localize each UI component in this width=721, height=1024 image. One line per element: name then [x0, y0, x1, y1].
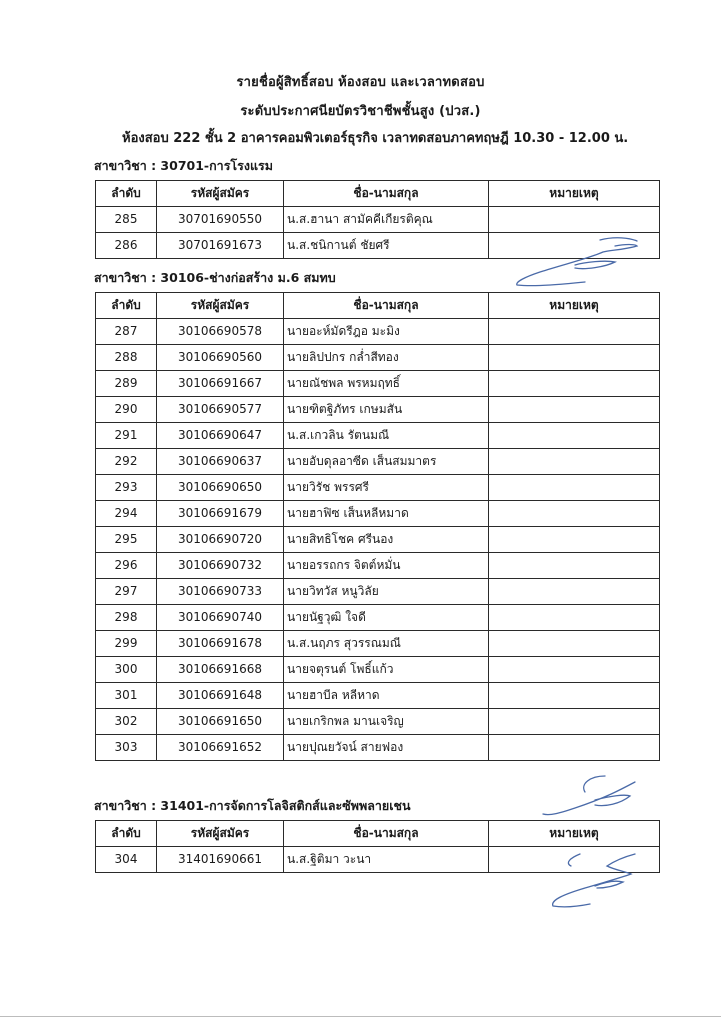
row-note — [489, 449, 660, 475]
document-title: รายชื่อผู้สิทธิ์สอบ ห้องสอบ และเวลาทดสอบ — [236, 75, 485, 90]
row-note — [489, 735, 660, 761]
column-header-no: ลำดับ — [96, 293, 157, 319]
row-name: นายนัฐวุฒิ ใจดี — [284, 605, 489, 631]
table-row — [96, 345, 660, 371]
row-no: 285 — [96, 207, 157, 233]
row-applicant-id: 30106690577 — [157, 397, 284, 423]
row-applicant-id: 31401690661 — [157, 847, 284, 873]
table-row — [96, 735, 660, 761]
row-name: นายณัชพล พรหมฤทธิ์ — [284, 371, 489, 397]
row-name: นายอะห์มัดรีฎอ มะมิง — [284, 319, 489, 345]
row-name: นายฮาฟิซ เส็นหลีหมาด — [284, 501, 489, 527]
column-header-note: หมายเหตุ — [489, 293, 660, 319]
section-label-logistics: สาขาวิชา : 31401-การจัดการโลจิสติกส์และซัพพลายเชน — [94, 798, 411, 813]
row-name: นายจตุรนต์ โพธิ์แก้ว — [284, 657, 489, 683]
table-row — [96, 709, 660, 735]
table-row — [96, 449, 660, 475]
roster-table-construction — [95, 292, 660, 761]
row-no: 286 — [96, 233, 157, 259]
column-header-no: ลำดับ — [96, 181, 157, 207]
row-applicant-id: 30701691673 — [157, 233, 284, 259]
column-header-note: หมายเหตุ — [489, 821, 660, 847]
page-bottom-rule — [0, 1016, 721, 1017]
row-name: นายปุณยวัจน์ สายฟอง — [284, 735, 489, 761]
row-note — [489, 527, 660, 553]
document-subtitle: ระดับประกาศนียบัตรวิชาชีพชั้นสูง (ปวส.) — [240, 104, 481, 119]
table-row — [96, 423, 660, 449]
row-applicant-id: 30106691648 — [157, 683, 284, 709]
row-note — [489, 371, 660, 397]
row-note — [489, 709, 660, 735]
row-no: 304 — [96, 847, 157, 873]
row-no: 289 — [96, 371, 157, 397]
row-no: 292 — [96, 449, 157, 475]
table-header-row — [96, 181, 660, 207]
row-no: 299 — [96, 631, 157, 657]
row-applicant-id: 30106690740 — [157, 605, 284, 631]
row-note — [489, 683, 660, 709]
table-row — [96, 527, 660, 553]
row-no: 301 — [96, 683, 157, 709]
table-row — [96, 233, 660, 259]
column-header-note: หมายเหตุ — [489, 181, 660, 207]
row-note — [489, 631, 660, 657]
row-no: 287 — [96, 319, 157, 345]
row-name: นายอรรถกร จิตต์หมั่น — [284, 553, 489, 579]
column-header-name: ชื่อ-นามสกุล — [284, 293, 489, 319]
table-header-row — [96, 293, 660, 319]
row-note — [489, 657, 660, 683]
table-row — [96, 397, 660, 423]
column-header-id: รหัสผู้สมัคร — [157, 821, 284, 847]
row-note — [489, 847, 660, 873]
column-header-id: รหัสผู้สมัคร — [157, 293, 284, 319]
row-no: 298 — [96, 605, 157, 631]
row-name: นายลิปปกร กล่ำสีทอง — [284, 345, 489, 371]
row-note — [489, 579, 660, 605]
table-row — [96, 553, 660, 579]
table-row — [96, 371, 660, 397]
row-name: นายสิทธิโชค ศรีนอง — [284, 527, 489, 553]
row-name: น.ส.ฮานา สามัคคีเกียรติคุณ — [284, 207, 489, 233]
row-name: น.ส.เกวลิน รัตนมณี — [284, 423, 489, 449]
table-row — [96, 475, 660, 501]
table-header-row — [96, 821, 660, 847]
row-name: นายอับดุลอาซีด เส็นสมมาตร — [284, 449, 489, 475]
table-row — [96, 501, 660, 527]
row-applicant-id: 30106690732 — [157, 553, 284, 579]
roster-table-hotel — [95, 180, 660, 259]
row-note — [489, 397, 660, 423]
table-row — [96, 631, 660, 657]
row-name: น.ส.ฐิติมา วะนา — [284, 847, 489, 873]
row-no: 300 — [96, 657, 157, 683]
row-note — [489, 501, 660, 527]
row-name: น.ส.ชนิกานต์ ชัยศรี — [284, 233, 489, 259]
row-name: น.ส.นฤภร สุวรรณมณี — [284, 631, 489, 657]
column-header-name: ชื่อ-นามสกุล — [284, 821, 489, 847]
row-note — [489, 207, 660, 233]
row-no: 294 — [96, 501, 157, 527]
row-applicant-id: 30106691668 — [157, 657, 284, 683]
row-note — [489, 605, 660, 631]
row-note — [489, 345, 660, 371]
row-applicant-id: 30106690647 — [157, 423, 284, 449]
row-applicant-id: 30106691652 — [157, 735, 284, 761]
row-applicant-id: 30106690733 — [157, 579, 284, 605]
row-applicant-id: 30106691650 — [157, 709, 284, 735]
row-name: นายเกริกพล มานเจริญ — [284, 709, 489, 735]
row-note — [489, 553, 660, 579]
row-no: 303 — [96, 735, 157, 761]
row-no: 302 — [96, 709, 157, 735]
row-note — [489, 319, 660, 345]
roster-table-logistics — [95, 820, 660, 873]
row-no: 288 — [96, 345, 157, 371]
row-note — [489, 475, 660, 501]
row-no: 296 — [96, 553, 157, 579]
row-name: นายวิทวัส หนูวิลัย — [284, 579, 489, 605]
row-applicant-id: 30106690560 — [157, 345, 284, 371]
table-row — [96, 683, 660, 709]
row-applicant-id: 30106690720 — [157, 527, 284, 553]
row-no: 297 — [96, 579, 157, 605]
section-label-hotel: สาขาวิชา : 30701-การโรงแรม — [94, 158, 273, 173]
column-header-name: ชื่อ-นามสกุล — [284, 181, 489, 207]
column-header-id: รหัสผู้สมัคร — [157, 181, 284, 207]
row-name: นายฮาบีล หลีหาด — [284, 683, 489, 709]
row-applicant-id: 30106690637 — [157, 449, 284, 475]
row-no: 291 — [96, 423, 157, 449]
row-applicant-id: 30106691678 — [157, 631, 284, 657]
section-label-construction: สาขาวิชา : 30106-ช่างก่อสร้าง ม.6 สมทบ — [94, 270, 336, 285]
table-row — [96, 657, 660, 683]
row-applicant-id: 30106690650 — [157, 475, 284, 501]
row-no: 295 — [96, 527, 157, 553]
row-applicant-id: 30106691667 — [157, 371, 284, 397]
row-note — [489, 233, 660, 259]
table-row — [96, 605, 660, 631]
row-applicant-id: 30701690550 — [157, 207, 284, 233]
row-applicant-id: 30106690578 — [157, 319, 284, 345]
row-no: 293 — [96, 475, 157, 501]
row-no: 290 — [96, 397, 157, 423]
table-row — [96, 207, 660, 233]
row-name: นายวิรัช พรรศรี — [284, 475, 489, 501]
row-applicant-id: 30106691679 — [157, 501, 284, 527]
table-row — [96, 847, 660, 873]
table-row — [96, 319, 660, 345]
column-header-no: ลำดับ — [96, 821, 157, 847]
row-note — [489, 423, 660, 449]
exam-room-info: ห้องสอบ 222 ชั้น 2 อาคารคอมพิวเตอร์ธุรกิจ เวลาทดสอบภาคทฤษฎี 10.30 - 12.00 น. — [122, 131, 629, 146]
row-name: นายฑิตฐิภัทร เกษมสัน — [284, 397, 489, 423]
table-row — [96, 579, 660, 605]
